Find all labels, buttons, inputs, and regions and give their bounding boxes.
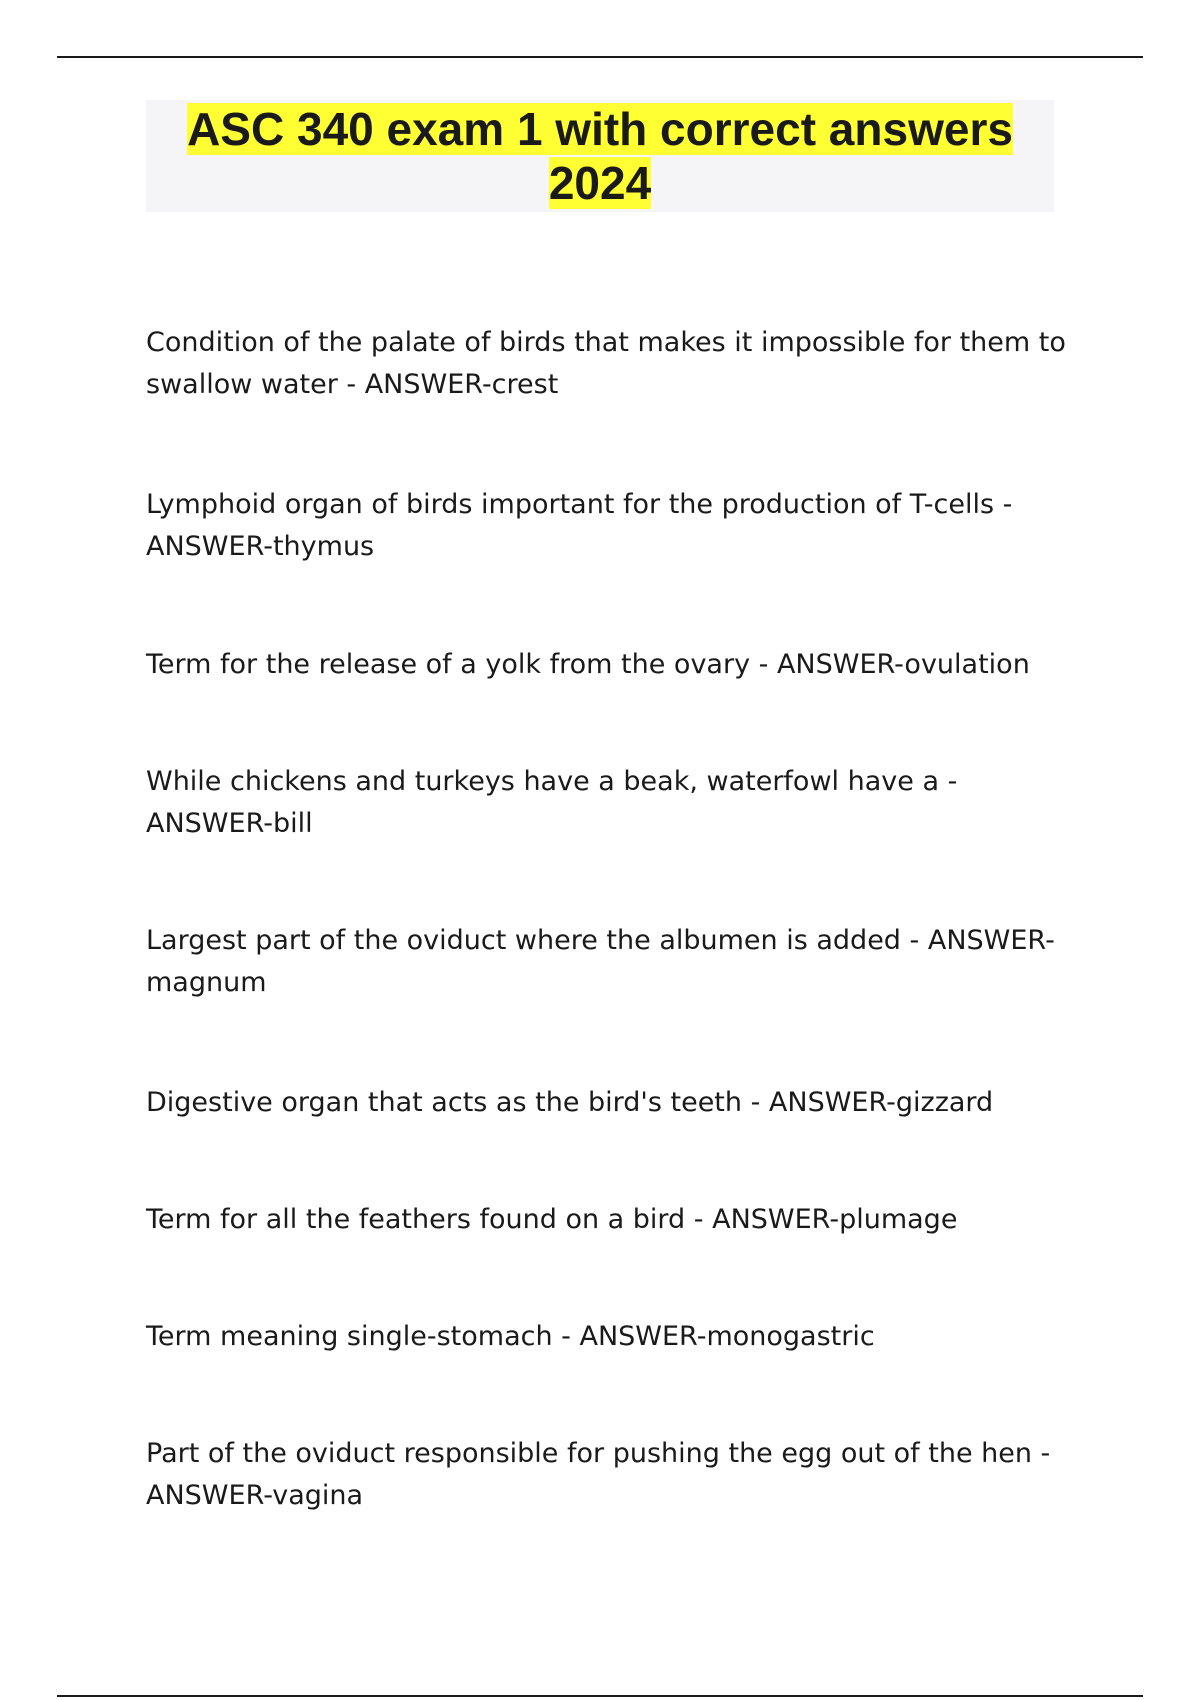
top-rule [57,56,1143,58]
question-answer-item: Term for the release of a yolk from the ovary - ANSWER-ovulation [146,649,1030,680]
question-answer-item: Term for all the feathers found on a bird - ANSWER-plumage [146,1204,958,1235]
question-answer-item: Lymphoid organ of birds important for the production of T-cells - ANSWER-thymus [146,489,1013,562]
document-title: ASC 340 exam 1 with correct answers 2024 [187,103,1013,209]
question-answer-item: Condition of the palate of birds that makes it impossible for them to swallow water - ANSWER-crest [146,327,1066,400]
question-answer-item: Digestive organ that acts as the bird's teeth - ANSWER-gizzard [146,1087,994,1118]
bottom-rule [57,1695,1143,1697]
title-box [146,100,1054,212]
question-answer-item: While chickens and turkeys have a beak, waterfowl have a - ANSWER-bill [146,766,958,839]
question-answer-item: Largest part of the oviduct where the albumen is added - ANSWER-magnum [146,925,1055,998]
question-answer-item: Part of the oviduct responsible for pushing the egg out of the hen - ANSWER-vagina [146,1438,1051,1511]
question-answer-item: Term meaning single-stomach - ANSWER-monogastric [146,1321,875,1352]
